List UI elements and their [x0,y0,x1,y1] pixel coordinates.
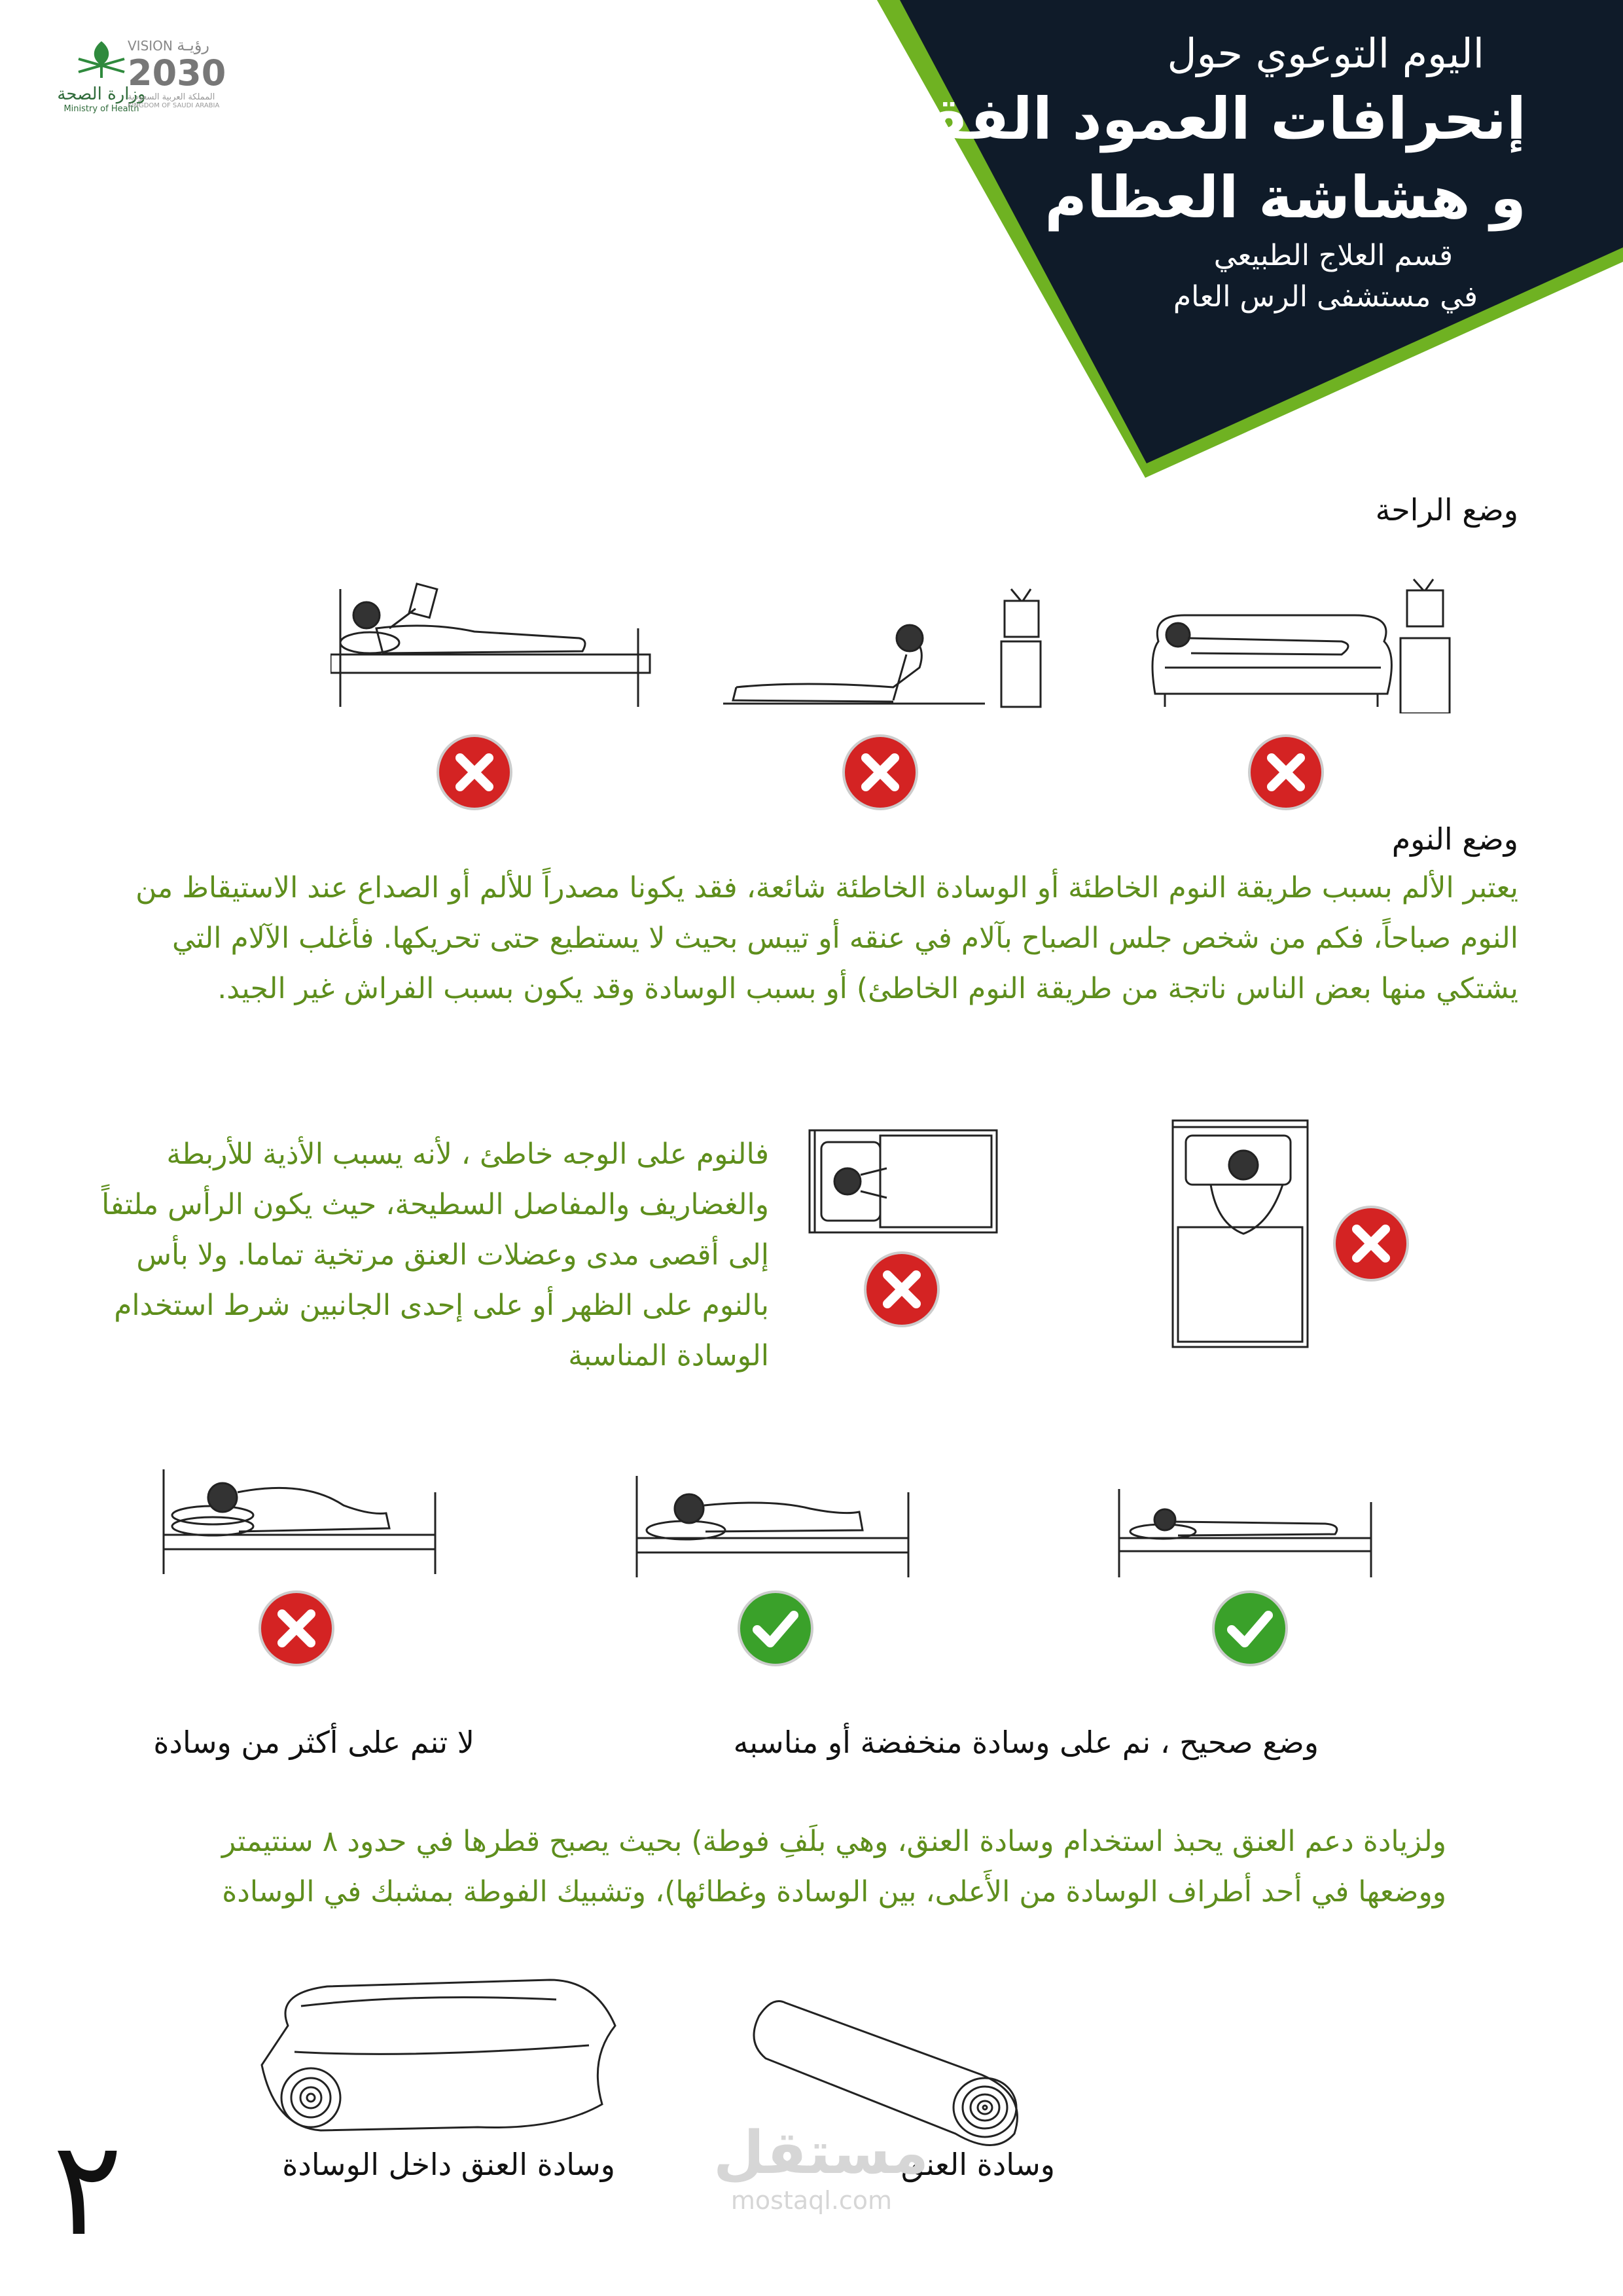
vision-ar: رؤيـة [177,36,210,54]
watermark-en: mostaql.com [730,2186,893,2215]
correct-pillow-caption: وضع صحيح ، نم على وسادة منخفضة أو مناسبه [733,1725,1319,1760]
header-line-3: و هشاشة العظام [1044,164,1526,231]
wrong-icon [1247,733,1325,812]
correct-icon [736,1589,815,1668]
face-down-paragraph: فالنوم على الوجه خاطئ ، لأنه يسبب الأذية للأربطة والغضاريف والمفاصل السطيحة، حيث يكون الرأس ملتفاً إلى أقصى مدى وعضلات العنق مرتخية تماما. ولا بأس بالنوم على الظهر أو على إحدى الجانبين شرط استخدام الوسادة المناسبة [101,1138,769,1372]
moh-name-ar: وزارة الصحة [57,84,146,104]
neck-roll-paragraph: ولزيادة دعم العنق يحبذ استخدام وسادة العنق، وهي بلَفِ فوطة) بحيث يصبح قطرها في حدود ٨ سنتيمتر ووضعها في أحد أطراف الوسادة من الأَعلى، بين الوسادة وغطائها)، وتشبيك الفوطة بمشبك في الوسادة [222,1825,1446,1909]
illustration-face-down-top-view [808,1129,998,1234]
illustration-lying-on-sofa [1145,576,1453,713]
vision-2030-logo [128,36,242,121]
illustration-face-down-large [1171,1119,1309,1348]
illustration-back-low-pillow [1116,1486,1378,1581]
wrong-icon [841,733,919,812]
wrong-icon [435,733,514,812]
sleep-paragraph: يعتبر الألم بسبب طريقة النوم الخاطئة أو الوسادة الخاطئة شائعة، فقد يكونا مصدراً للألم أو الصداع عند الاستيقاظ من النوم صباحاً، فكم من شخص جلس الصباح بآلام في عنقه أو تيبس بحيث لا يستطيع حتى تحريكها. فأغلب الآلام التي يشتكي منها بعض الناس ناتجة من طريقة النوم الخاطئ) أو بسبب الوسادة وقد يكون بسبب الفراش غير الجيد. [135,871,1518,1005]
header-line-1: اليوم التوعوي حول [1167,29,1484,77]
illustration-pillow-with-neck-roll [249,1967,628,2137]
moh-name-en: Ministry of Health [63,104,139,114]
vision-word: VISION [128,38,173,54]
header-line-5: في مستشفى الرس العام [1173,280,1478,314]
vision-year: 2030 [128,52,226,94]
header-line-2: إنحرافات العمود الفقري [839,85,1526,152]
vision-ar-sub: المملكة العربية السعودية [128,92,215,102]
header-line-4: قسم العلاج الطبيعي [1213,239,1453,272]
illustration-side-two-pillows [160,1466,442,1577]
mostaql-watermark [713,2119,929,2215]
watermark-ar: مستقل [713,2119,929,2187]
illustration-lying-watching-tv [723,576,1044,713]
neck-roll-caption: وسادة العنق [901,2147,1055,2182]
wrong-icon [863,1250,941,1329]
page-number: ٢ [52,2113,123,2265]
illustration-side-low-pillow [633,1473,915,1581]
neck-roll-inside-caption: وسادة العنق داخل الوسادة [282,2147,615,2182]
rest-section-title: وضع الراحة [1375,492,1518,528]
vision-en-sub: KINGDOM OF SAUDI ARABIA [128,102,220,109]
illustration-reading-in-bed [330,576,651,713]
correct-icon [1211,1589,1289,1668]
wrong-icon [1332,1204,1410,1283]
wrong-pillow-caption: لا تنم على أكثر من وسادة [153,1725,474,1760]
sleep-section-title: وضع النوم [1391,821,1518,857]
wrong-icon [257,1589,336,1668]
